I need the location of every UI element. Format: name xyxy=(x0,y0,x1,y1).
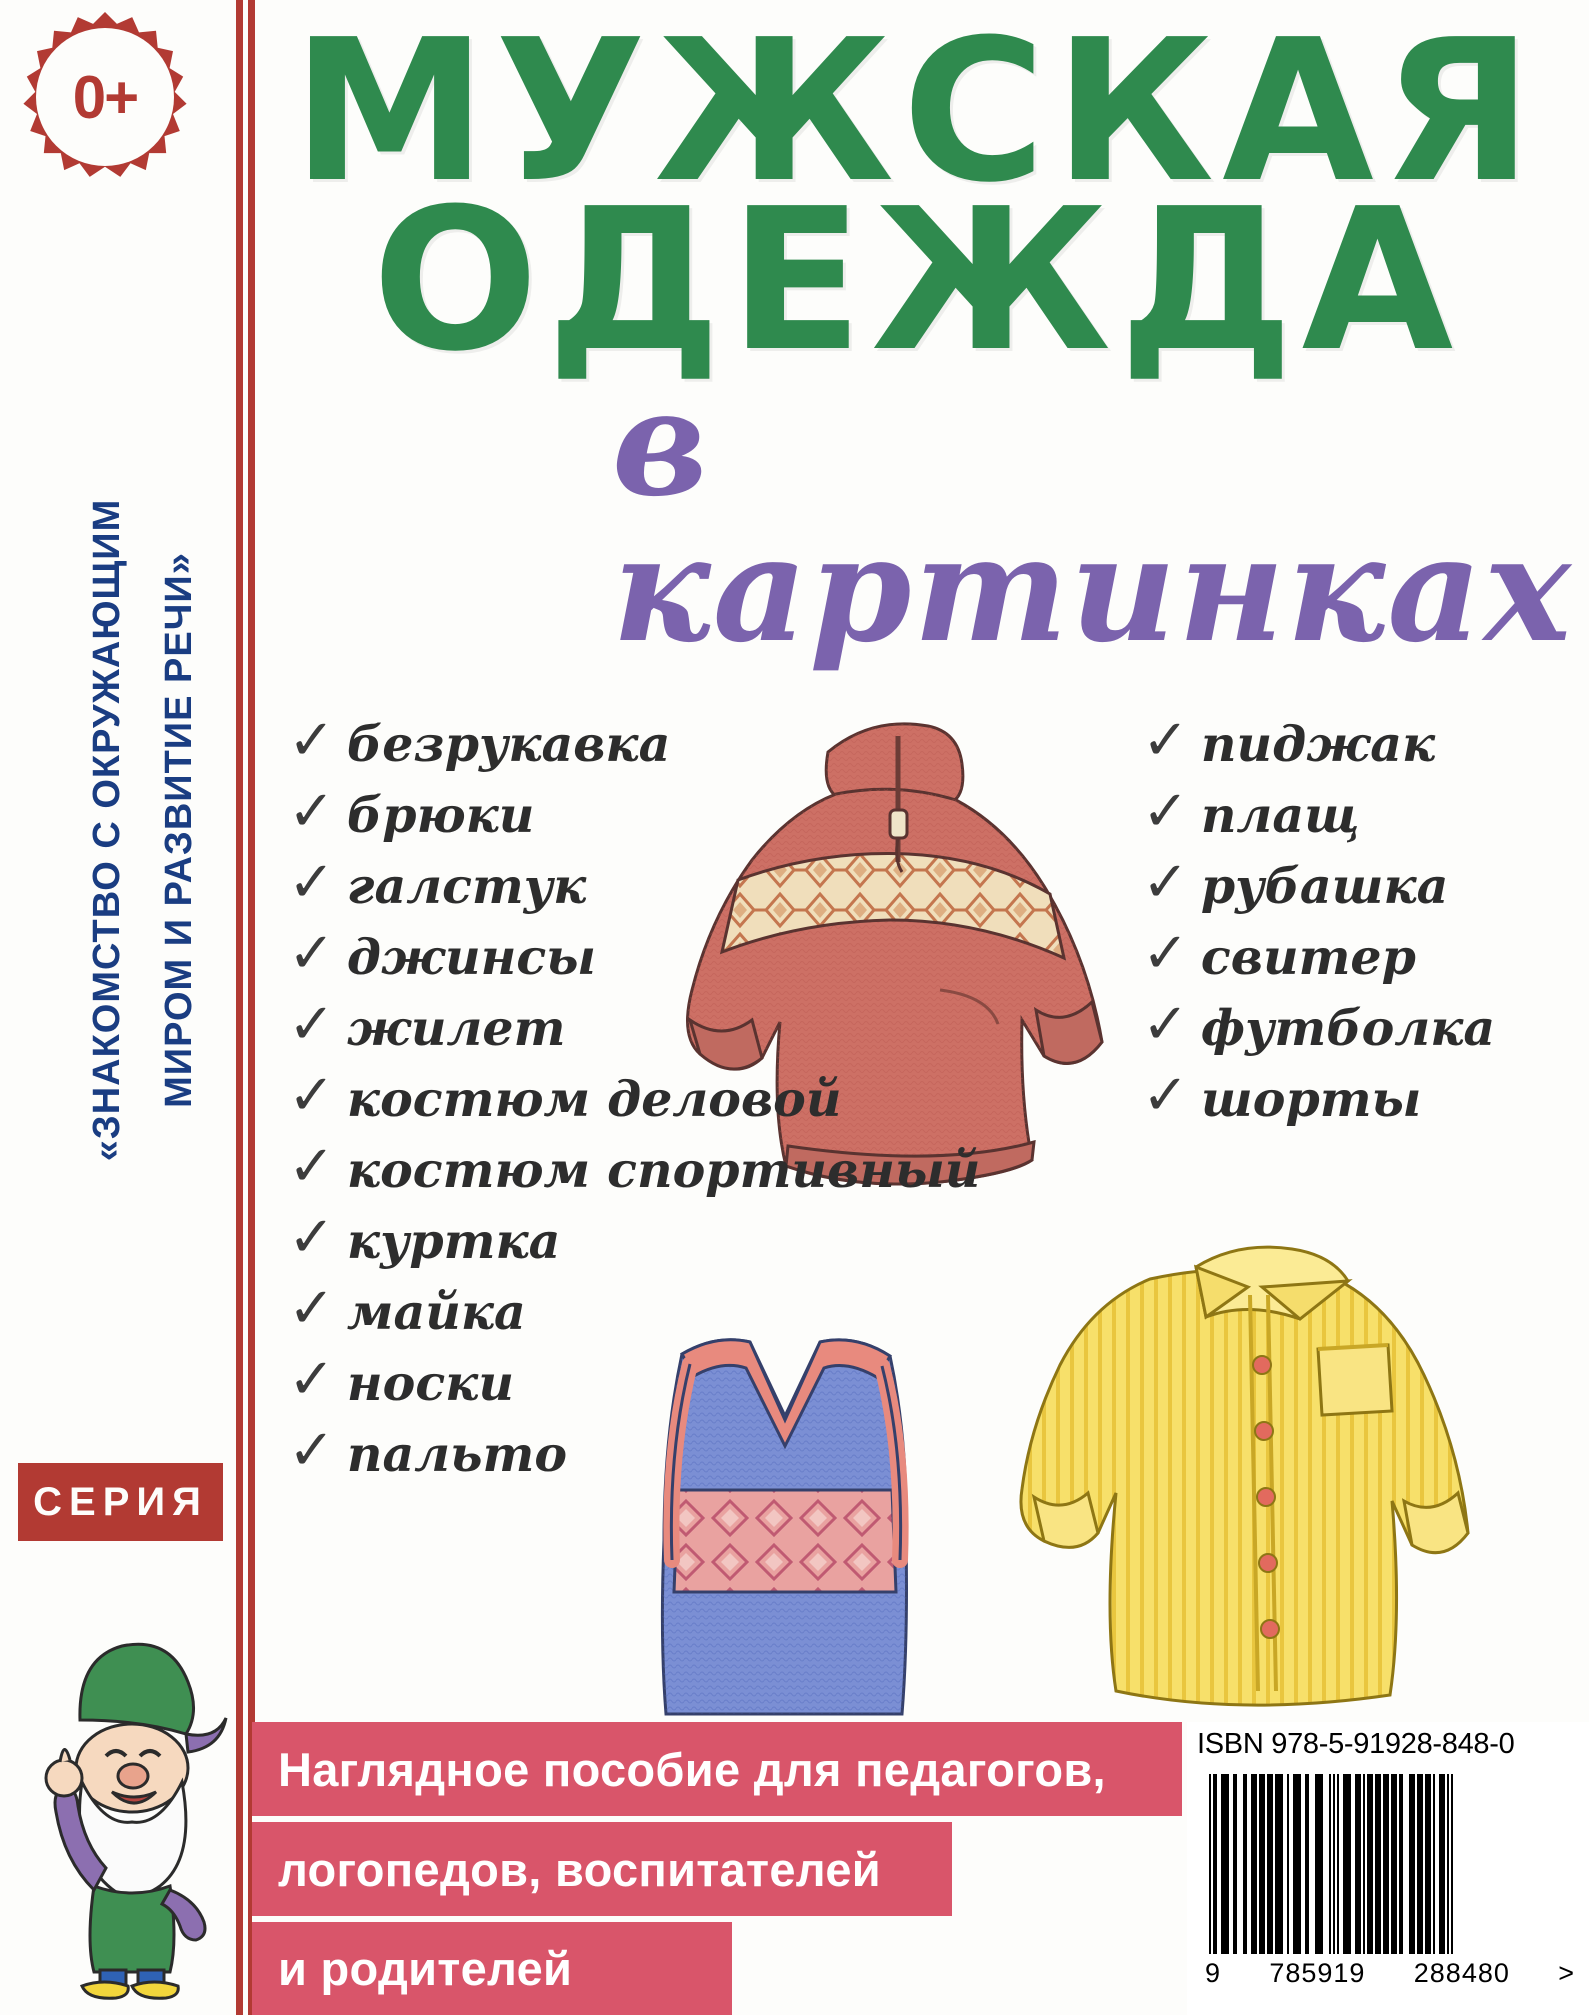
check-icon: ✓ xyxy=(288,1418,335,1483)
list-item-label: куртка xyxy=(346,1212,561,1270)
barcode-digit-left: 9 xyxy=(1205,1958,1222,1988)
check-icon: ✓ xyxy=(288,1205,335,1270)
list-item-label: пальто xyxy=(346,1425,568,1483)
list-item-label: костюм спортивный xyxy=(346,1141,981,1199)
list-item xyxy=(288,1134,981,1199)
list-item-label: костюм деловой xyxy=(346,1070,842,1128)
list-item xyxy=(1142,779,1562,844)
isbn-block xyxy=(1187,1722,1589,2015)
gnome-mascot-illustration xyxy=(20,1600,235,2000)
list-item-label: брюки xyxy=(346,786,535,844)
age-rating-label: 0+ xyxy=(72,63,138,131)
check-icon: ✓ xyxy=(288,779,335,844)
title-block xyxy=(272,0,1574,676)
barcode-bar xyxy=(1293,1774,1301,1954)
barcode-bar xyxy=(1451,1774,1453,1954)
age-rating-badge xyxy=(20,12,190,182)
shirt-icon xyxy=(1000,1215,1530,1735)
series-badge xyxy=(18,1463,223,1541)
list-item-label: джинсы xyxy=(346,928,597,986)
check-icon: ✓ xyxy=(288,1063,335,1128)
check-icon: ✓ xyxy=(288,850,335,915)
banner-line-3: и родителей xyxy=(252,1922,732,2015)
list-item xyxy=(288,708,928,773)
list-item xyxy=(288,779,928,844)
list-item-label: безрукавка xyxy=(346,715,671,773)
list-item xyxy=(288,1276,928,1341)
list-item-label: жилет xyxy=(346,999,566,1057)
list-item-label: рубашка xyxy=(1200,857,1449,915)
barcode-image xyxy=(1209,1774,1569,1954)
list-item-label: свитер xyxy=(1200,928,1416,986)
spine-column xyxy=(0,0,250,2015)
spine-rule-left xyxy=(236,0,243,2015)
series-text-line-1: «ЗНАКОМСТВО С ОКРУЖАЮЩИМ xyxy=(86,498,129,1162)
barcode-bar xyxy=(1343,1774,1351,1954)
check-icon: ✓ xyxy=(288,992,335,1057)
list-item xyxy=(288,1205,928,1270)
list-item-label: шорты xyxy=(1200,1070,1422,1128)
list-item-label: футболка xyxy=(1200,999,1496,1057)
list-item-label: плащ xyxy=(1200,786,1360,844)
shirt-illustration xyxy=(1000,1215,1530,1735)
list-item xyxy=(1142,850,1562,915)
series-vertical-text xyxy=(0,215,236,1445)
word-list-left xyxy=(288,708,981,1501)
title-line-2: ОДЕЖДА xyxy=(372,166,1462,395)
check-icon: ✓ xyxy=(288,1134,335,1199)
check-icon: ✓ xyxy=(1142,921,1189,986)
list-item-label: носки xyxy=(346,1354,514,1412)
series-text-line-2: МИРОМ И РАЗВИТИЕ РЕЧИ» xyxy=(158,552,201,1108)
check-icon: ✓ xyxy=(1142,850,1189,915)
list-item xyxy=(1142,708,1562,773)
list-item xyxy=(288,1063,928,1128)
list-item-label: пиджак xyxy=(1200,715,1436,773)
check-icon: ✓ xyxy=(1142,708,1189,773)
list-item xyxy=(1142,1063,1562,1128)
check-icon: ✓ xyxy=(1142,1063,1189,1128)
list-item-label: майка xyxy=(346,1283,526,1341)
list-item xyxy=(288,1418,928,1483)
check-icon: ✓ xyxy=(288,921,335,986)
barcode-digit-mid: 785919 xyxy=(1269,1958,1366,1988)
title-subtitle: в картинках xyxy=(612,358,1574,676)
spine-rule-right xyxy=(248,0,255,2015)
check-icon: ✓ xyxy=(288,1347,335,1412)
barcode-bar xyxy=(1275,1774,1283,1954)
title-line-1: МУЖСКАЯ xyxy=(292,0,1541,226)
series-badge-label: СЕРИЯ xyxy=(33,1479,208,1524)
check-icon: ✓ xyxy=(288,708,335,773)
banner-line-1: Наглядное пособие для педагогов, xyxy=(252,1722,1182,1816)
barcode-bar xyxy=(1221,1774,1229,1954)
barcode-bar xyxy=(1315,1774,1323,1954)
gnome-icon xyxy=(20,1600,235,2000)
barcode-digits xyxy=(1205,1958,1575,1989)
barcode-digit-end: > xyxy=(1558,1958,1575,1988)
age-rating-inner xyxy=(36,28,174,166)
barcode-digit-right: 288480 xyxy=(1413,1958,1510,1988)
isbn-text: ISBN 978-5-91928-848-0 xyxy=(1197,1728,1515,1760)
list-item xyxy=(288,992,928,1057)
check-icon: ✓ xyxy=(288,1276,335,1341)
list-item xyxy=(288,850,928,915)
banner-line-2: логопедов, воспитателей xyxy=(252,1822,952,1916)
check-icon: ✓ xyxy=(1142,992,1189,1057)
list-item xyxy=(288,1347,928,1412)
list-item xyxy=(1142,992,1562,1057)
word-list-right xyxy=(1142,708,1562,1146)
list-item xyxy=(1142,921,1562,986)
list-item-label: галстук xyxy=(346,857,587,915)
check-icon: ✓ xyxy=(1142,779,1189,844)
list-item xyxy=(288,921,928,986)
